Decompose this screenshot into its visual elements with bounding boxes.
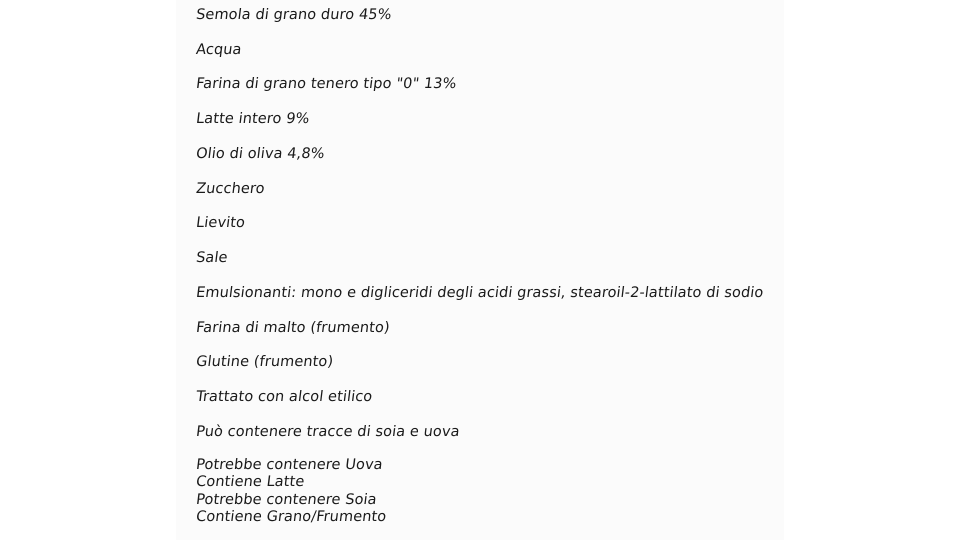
allergen-line: Contiene Grano/Frumento [195, 509, 388, 526]
allergen-line: Contiene Latte [195, 474, 306, 491]
ingredient-item: Sale [195, 250, 229, 266]
ingredient-item: Lievito [195, 215, 246, 231]
allergen-info [195, 457, 388, 527]
ingredient-item: Glutine (frumento) [195, 354, 335, 370]
allergen-line: Potrebbe contenere Uova [195, 457, 384, 473]
ingredient-item: Zucchero [195, 181, 266, 197]
allergen-line: Potrebbe contenere Soia [195, 491, 378, 508]
ingredient-item: Olio di oliva 4,8% [195, 146, 326, 162]
ingredient-item: Può contenere tracce di soia e uova [195, 424, 461, 440]
ingredient-item: Latte intero 9% [195, 111, 311, 127]
ingredient-item: Semola di grano duro 45% [195, 7, 393, 23]
ingredient-item: Acqua [195, 42, 243, 58]
ingredient-item: Farina di grano tenero tipo "0" 13% [195, 76, 458, 92]
ingredient-item: Trattato con alcol etilico [195, 389, 374, 405]
ingredient-item: Emulsionanti: mono e digliceridi degli acidi grassi, stearoil-2-lattilato di sodio [195, 285, 765, 301]
ingredient-item: Farina di malto (frumento) [195, 320, 391, 336]
